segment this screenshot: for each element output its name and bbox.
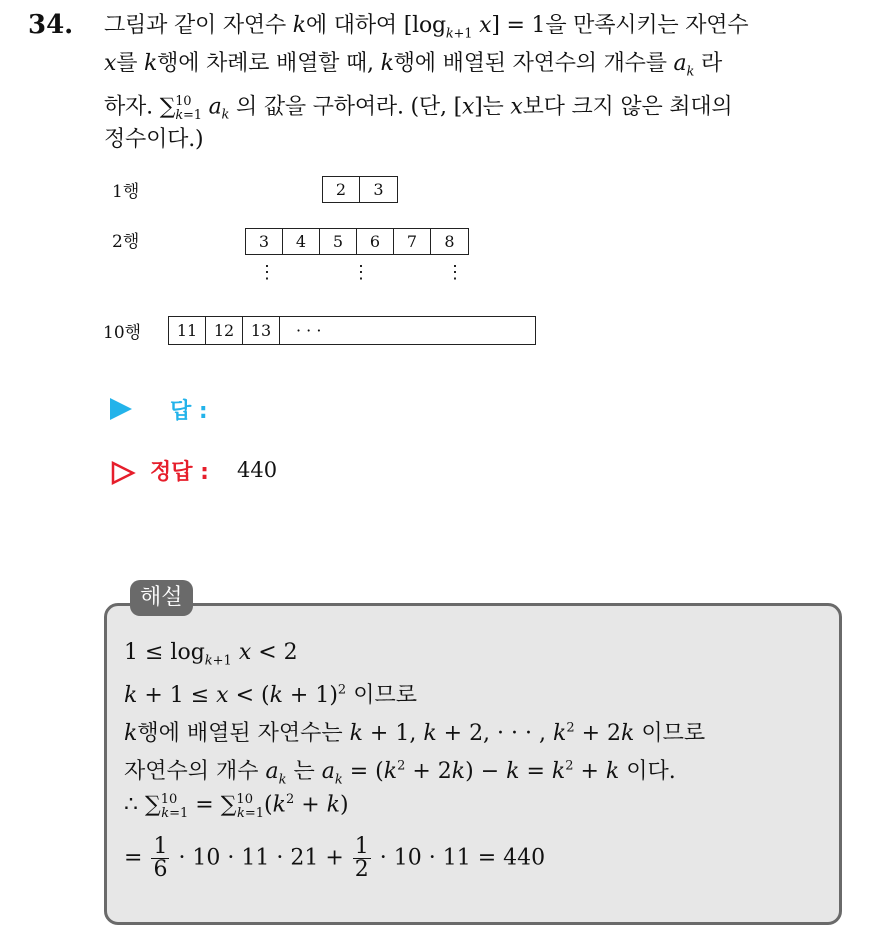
solution-tab: 해설 — [130, 580, 193, 616]
fraction: $\frac{1}{2}$ — [354, 834, 369, 882]
question-line-4: 정수이다.) — [104, 127, 204, 152]
cell: 7 — [394, 229, 431, 254]
row-2-cells — [245, 228, 469, 255]
solution-line-5: ∴ ∑$^{10}_{𝑘=1}$ = ∑$^{10}_{𝑘=1}$(𝑘$^2$ + 𝑘) — [124, 792, 349, 821]
vertical-dots: ⋮ — [352, 262, 370, 283]
question-number: 34. — [28, 10, 74, 40]
cell: 12 — [206, 317, 243, 344]
vertical-dots: ⋮ — [258, 262, 276, 283]
correct-answer-value: 440 — [237, 458, 278, 482]
row-label-1: 1행 — [112, 182, 140, 202]
solution-line-6: = $\frac{1}{6}$ · 10 · 11 · 21 + $\frac{1}{2}$ · 10 · 11 = 440 — [124, 834, 546, 882]
cell: 3 — [373, 180, 384, 199]
cell: 2 — [323, 177, 360, 202]
correct-answer-label: 정답 : — [150, 460, 209, 485]
outline-arrow-icon — [110, 460, 136, 486]
solution-line-4: 자연수의 개수 𝑎$_𝑘$ 는 𝑎$_𝑘$ = (𝑘$^2$ + 2𝑘) − 𝑘 = 𝑘$^2$ + 𝑘 이다. — [124, 758, 676, 788]
cell: 8 — [444, 232, 455, 251]
row-1-cells — [322, 176, 398, 203]
question-line-2: 𝑥를 𝑘행에 차례로 배열할 때, 𝑘행에 배열된 자연수의 개수를 𝑎$_𝑘$ 라 — [104, 51, 723, 80]
ellipsis-cell: · · · — [296, 321, 322, 340]
fraction: $\frac{1}{6}$ — [153, 834, 168, 882]
row-10-cells — [168, 316, 536, 345]
cell: 6 — [357, 229, 394, 254]
cell: 13 — [243, 317, 280, 344]
question-line-3: 하자. ∑$^{10}_{𝑘=1}$ 𝑎$_𝑘$ 의 값을 구하여라. (단, [𝑥]는 𝑥보다 크지 않은 최대의 — [104, 94, 733, 123]
cell: 4 — [283, 229, 320, 254]
answer-label: 답 : — [170, 399, 208, 424]
solution-line-1: $1 \le \log_{𝑘+1}$ 𝑥 < 2 — [124, 640, 298, 669]
play-arrow-icon — [110, 398, 132, 420]
cell: 3 — [246, 229, 283, 254]
solution-line-3: 𝑘행에 배열된 자연수는 𝑘 + 1, 𝑘 + 2, · · · , 𝑘$^2$ + 2𝑘 이므로 — [124, 720, 706, 746]
cell: 11 — [169, 317, 206, 344]
question-line-1: 그림과 같이 자연수 𝑘에 대하여 [$\log_{𝑘+1}$ 𝑥] = 1을 만족시키는 자연수 — [104, 13, 749, 42]
row-label-2: 2행 — [112, 232, 140, 252]
solution-line-2: 𝑘 + 1 ≤ 𝑥 < (𝑘 + 1)$^2$ 이므로 — [124, 682, 417, 708]
vertical-dots: ⋮ — [446, 262, 464, 283]
cell: 5 — [320, 229, 357, 254]
row-label-10: 10행 — [103, 323, 142, 343]
